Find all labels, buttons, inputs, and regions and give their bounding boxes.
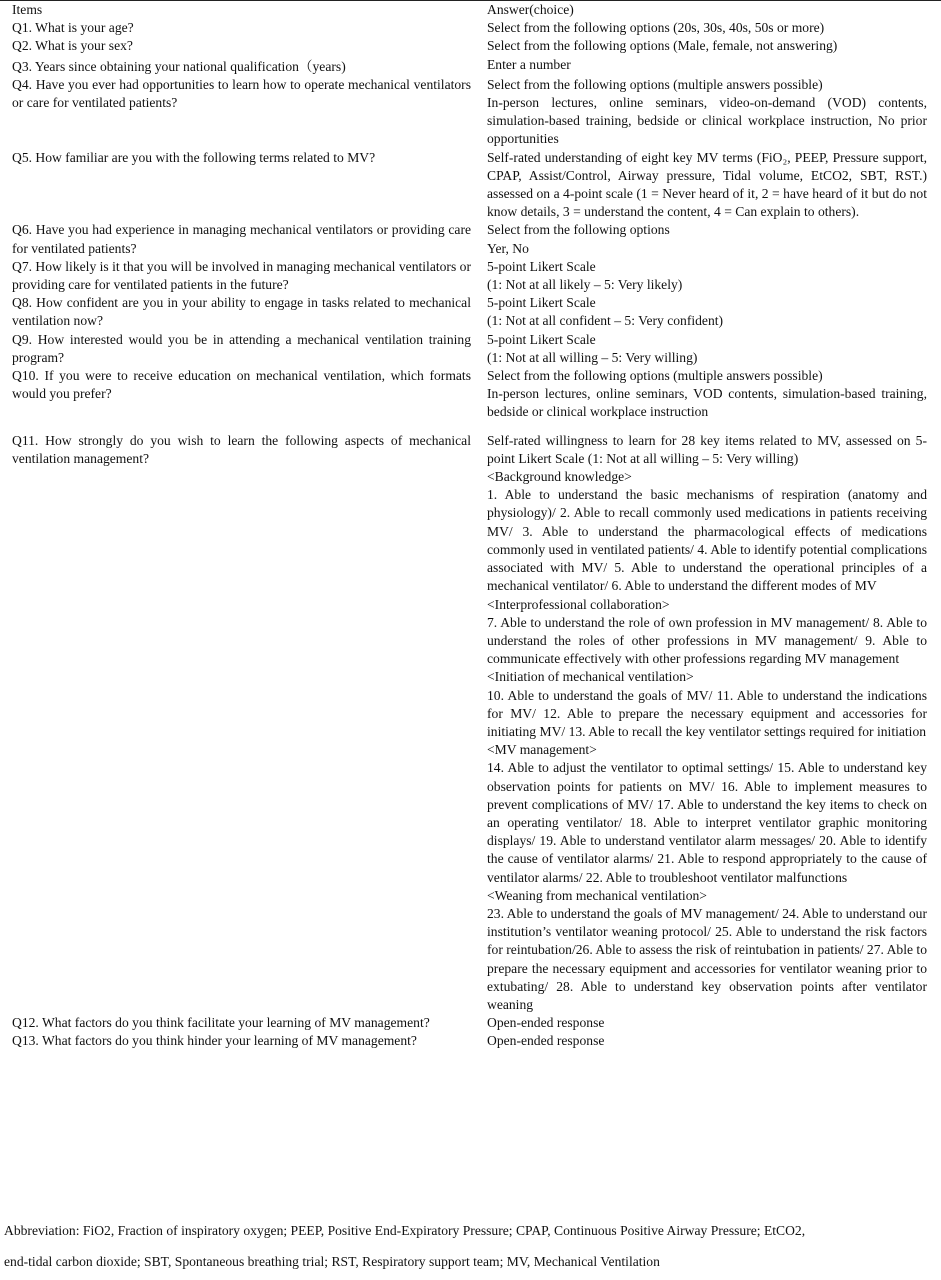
question-q3: Q3. Years since obtaining your national qualification（years)	[12, 58, 346, 74]
table-row-q6	[0, 221, 941, 257]
q11-section-heading-weaning: <Weaning from mechanical ventilation>	[487, 887, 707, 903]
answer-q4-line-1: Select from the following options (multiple answers possible)	[487, 76, 823, 92]
table-header-row	[0, 1, 941, 20]
table-row-q1	[0, 19, 941, 37]
answer-q11-intro: Self-rated willingness to learn for 28 key items related to MV, assessed on 5-point Likert Scale (1: Not at all willing – 5: Very willing)	[487, 432, 927, 466]
answer-q5-line: Self-rated understanding of eight key MV terms (FiO₂, PEEP, Pressure support, CPAP, Assist/Control, Airway pressure, Tidal volume, EtCO2, SBT, RST.) assessed on a 4-point scale (1 = Never heard of it, 2 = have heard of it but do not know details, 3 = understand the content, 4 = Can explain to others).	[487, 149, 927, 220]
answer-q2-line: Select from the following options (Male, female, not answering)	[487, 38, 838, 54]
answer-q12: Open-ended response	[487, 1015, 605, 1031]
table-row-q2	[0, 37, 941, 55]
answer-q11	[487, 422, 941, 1015]
table-row-q3	[0, 56, 941, 76]
answer-q2	[487, 37, 941, 55]
table-row-q8	[0, 294, 941, 330]
answer-q5	[487, 149, 941, 222]
answer-q1	[487, 19, 941, 37]
answer-q7	[487, 258, 941, 294]
q11-section-heading-interprofessional: <Interprofessional collaboration>	[487, 596, 670, 612]
q11-section-text-interprofessional: 7. Able to understand the role of own profession in MV management/ 8. Able to understand the roles of other professions in MV management/ 9. Able to communicate effectively with other professions regarding MV management	[487, 614, 927, 667]
answer-q10-line-2: In-person lectures, online seminars, VOD contents, simulation-based training, bedside or clinical workplace instruction	[487, 386, 927, 420]
table-row-q12	[0, 1014, 941, 1032]
answer-q9-line-2: (1: Not at all willing – 5: Very willing)	[487, 349, 698, 365]
question-q10: Q10. If you were to receive education on mechanical ventilation, which formats would you prefer?	[12, 368, 471, 402]
answer-q3	[487, 56, 941, 76]
answer-q9	[487, 331, 941, 367]
answer-q7-line-2: (1: Not at all likely – 5: Very likely)	[487, 277, 683, 293]
question-q5: Q5. How familiar are you with the following terms related to MV?	[12, 149, 376, 165]
answer-q10	[487, 367, 941, 422]
table-row-q4	[0, 76, 941, 149]
question-q6: Q6. Have you had experience in managing mechanical ventilators or providing care for ventilated patients?	[12, 222, 471, 256]
q11-section-text-initiation: 10. Able to understand the goals of MV/ 11. Able to understand the indications for MV/ 12. Able to prepare the necessary equipment and accessories for initiating MV/ 13. Able to recall the key ventilator settings required for initiation	[487, 687, 927, 739]
answer-q9-line-1: 5-point Likert Scale	[487, 331, 596, 347]
question-q7: Q7. How likely is it that you will be involved in managing mechanical ventilators or providing care for ventilated patients in the future?	[12, 258, 471, 293]
table-row-q9	[0, 331, 941, 367]
answer-q4-line-2: In-person lectures, online seminars, video-on-demand (VOD) contents, simulation-based training, bedside or clinical workplace instruction, No prior opportunities	[487, 95, 927, 147]
answer-q8-line-1: 5-point Likert Scale	[487, 295, 596, 311]
header-items: Items	[0, 1, 487, 20]
answer-q6-line-1: Select from the following options	[487, 222, 670, 238]
question-q1: Q1. What is your age?	[12, 20, 134, 36]
abbreviation-footnote-line-2: end-tidal carbon dioxide; SBT, Spontaneous breathing trial; RST, Respiratory support team; MV, Mechanical Ventilation	[4, 1254, 660, 1269]
q11-section-heading-initiation: <Initiation of mechanical ventilation>	[487, 669, 694, 685]
answer-q4	[487, 76, 941, 149]
answer-q10-line-1: Select from the following options (multiple answers possible)	[487, 368, 823, 384]
table-row-q5	[0, 149, 941, 222]
table-row-q10	[0, 367, 941, 422]
answer-q8-line-2: (1: Not at all confident – 5: Very confident)	[487, 313, 724, 329]
answer-q8	[487, 294, 941, 330]
question-q12: Q12. What factors do you think facilitate your learning of MV management?	[12, 1015, 430, 1031]
table-row-q13	[0, 1032, 941, 1050]
q11-section-text-management: 14. Able to adjust the ventilator to optimal settings/ 15. Able to understand key observation points for patients on MV/ 16. Able to implement measures to prevent complications of MV/ 17. Able to understand the key items to check on an operating ventilator/ 18. Able to interpret ventilator graphic monitoring displays/ 19. Able to understand ventilator alarm messages/ 20. Able to identify the cause of ventilator alarms/ 21. Able to respond appropriately to the cause of ventilator alarms/ 22. Able to troubleshoot ventilator malfunctions	[487, 760, 927, 885]
abbreviation-footnote-line-1: Abbreviation: FiO2, Fraction of inspiratory oxygen; PEEP, Positive End-Expiratory Pressure; CPAP, Continuous Positive Airway Pressure; EtCO2,	[4, 1223, 806, 1238]
answer-q7-line-1: 5-point Likert Scale	[487, 258, 596, 274]
question-q8: Q8. How confident are you in your ability to engage in tasks related to mechanical ventilation now?	[12, 295, 471, 329]
answer-q13: Open-ended response	[487, 1033, 605, 1049]
question-q11: Q11. How strongly do you wish to learn the following aspects of mechanical ventilation management?	[12, 432, 471, 466]
answer-q3-line: Enter a number	[487, 56, 571, 72]
table-row-q7	[0, 258, 941, 294]
q11-section-text-background: 1. Able to understand the basic mechanisms of respiration (anatomy and physiology)/ 2. Able to recall commonly used medications in patients receiving MV/ 3. Able to understand the pharmacological effects of medications commonly used in ventilated patients/ 4. Able to identify potential complications associated with MV/ 5. Able to understand the operational principles of a mechanical ventilator/ 6. Able to understand the different modes of MV	[487, 487, 927, 594]
question-q13: Q13. What factors do you think hinder your learning of MV management?	[12, 1033, 417, 1049]
question-q9: Q9. How interested would you be in attending a mechanical ventilation training program?	[12, 331, 471, 365]
q11-section-heading-background: <Background knowledge>	[487, 469, 632, 485]
answer-q6	[487, 221, 941, 257]
table-row-q11	[0, 422, 941, 1015]
header-answer: Answer(choice)	[487, 1, 941, 20]
question-q4: Q4. Have you ever had opportunities to learn how to operate mechanical ventilators or care for ventilated patients?	[12, 76, 471, 111]
answer-q6-line-2: Yer, No	[487, 240, 529, 256]
q11-section-heading-management: <MV management>	[487, 742, 597, 758]
question-q2: Q2. What is your sex?	[12, 38, 133, 54]
q11-section-text-weaning: 23. Able to understand the goals of MV management/ 24. Able to understand our institution’s ventilator weaning protocol/ 25. Able to understand the risk factors for reintubation/26. Able to assess the risk of reintubation in patients/ 27. Able to prepare the necessary equipment and accessories for ventilator weaning prior to extubating/ 28. Able to understand key observation points after ventilator weaning	[487, 905, 927, 1012]
answer-q1-line: Select from the following options (20s, 30s, 40s, 50s or more)	[487, 20, 825, 36]
